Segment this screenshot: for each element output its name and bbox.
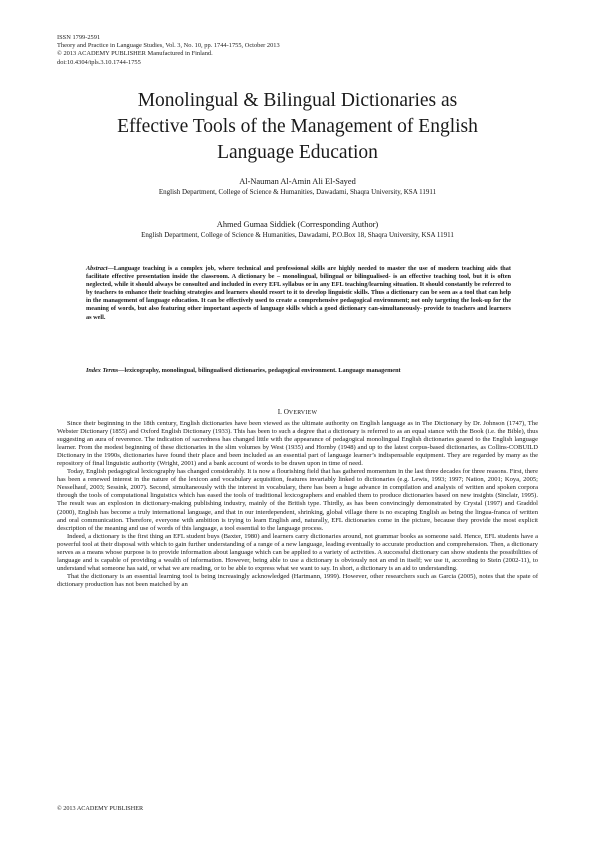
abstract-text: —Language teaching is a complex job, where technical and professional skills are highly needed to master the use of modern teaching aids that facilitate effective presentation inside the classroom. A dictionary be – monolingual, bilingual or bilingualised- is an effective teaching tool, but it is often neglected, while it should always be consulted and included in every EFL syllabus or in any EFL teaching/learning situation. It should constantly be referred to by teachers to enhance their teaching strategies and learners should resort to it to develop linguistic skills. Thus a dictionary can be seen as a tool that can help in the management of language education. It can be effectively used to create a comprehensive pedagogical environment; not only targeting the look-up for the meaning of words, but also featuring other important aspects of language skills which a good dictionary can-simultaneously- provide to teachers and learners as well.: [86, 265, 511, 321]
author-name: Ahmed Gumaa Siddiek (Corresponding Author): [216, 220, 379, 229]
body-text: [57, 420, 538, 589]
author-affiliation: English Department, College of Science & Humanities, Dawadami, Shaqra University, KSA 11911: [158, 188, 437, 196]
page-footer: © 2013 ACADEMY PUBLISHER: [57, 805, 144, 812]
paper-title: [57, 88, 538, 166]
index-terms: [86, 367, 511, 375]
paragraph: Today, English pedagogical lexicography has changed considerably. It is now a flourishing field that has gathered momentum in the last three decades for three reasons. First, there has been a renewed interest in the nature of the lexicon and vocabulary acquisition, features invariably linked to dictionaries (e.g. Lewis, 1993; 1997; Nation, 2001; Koya, 2005; Nesselhauf, 2003; Sessink, 2007). Second, simultaneously with the interest in vocabulary, there has been a huge advance in compilation and analysis of written and spoken corpora through the tools of computational linguistics which has eased the tools of traditional lexicographers and enabled them to produce dictionaries based on new insights (Sinclair, 1995). The result was an explosion in dictionary-making publishing industry, mainly of the British type. Thirdly, as has been convincingly demonstrated by Crystal (1997) and Graddol (2000), English has become a truly international language, and that in our interdependent, shrinking, global village there is no escaping English as being the lingua-franca of written and oral communication. Therefore, everyone with ambition is trying to learn English and, naturally, EFL dictionaries come in the picture, because they provide the most explicit description of the meaning and use of words of this language, a tool essential to the language process.: [57, 468, 538, 532]
journal-header: [57, 34, 377, 67]
index-terms-text: —lexicography, monolingual, bilingualised dictionaries, pedagogical environment. Language management: [118, 367, 401, 374]
section-title: VERVIEW: [288, 410, 318, 416]
title-line-1: Monolingual & Bilingual Dictionaries as: [137, 90, 458, 111]
copyright-line: © 2013 ACADEMY PUBLISHER Manufactured in Finland.: [57, 50, 213, 58]
title-line-3: Language Education: [217, 142, 378, 163]
paragraph: That the dictionary is an essential learning tool is being increasingly acknowledged (Hartmann, 1999). However, other researchers such as Garcia (2005), notes that the spate of dictionary production has not been matched by an: [57, 572, 538, 588]
author-2: [57, 219, 538, 240]
author-1: [57, 176, 538, 197]
issn-line: ISSN 1799-2591: [57, 34, 101, 41]
doi-line: doi:10.4304/tpls.3.10.1744-1755: [57, 58, 141, 66]
author-name: Al-Nauman Al-Amin Ali El-Sayed: [239, 177, 356, 186]
abstract-lead: Abstract: [86, 265, 108, 272]
index-terms-lead: Index Terms: [86, 367, 119, 374]
paragraph: Since their beginning in the 18th century, English dictionaries have been viewed as the ultimate authority on English language as in The Dictionary by Dr. Johnson (1747), The Webster Dictionary (1855) and Oxford English Dictionary (1933). This has been to such a degree that a dictionary is referred to as an equal stance with the Book (i.e. the Bible), thus suggesting an aura of reverence. The indication of sacredness has changed little with the appearance of pedagogical monolingual English dictionaries geared to the English language learner. From the modest beginning of these dictionaries in the slim volumes by West (1935) and Hornby (1948) and up to the latest corpus-based dictionaries, as Collins-COBUILD Dictionary in the 1990s, dictionaries have found their place and been included as an essential part of language learner’s indispensable equipment. They are regarded by many as the repository of final linguistic authority (Wright, 2001) and a bank account of words to be drawn upon in time of need.: [57, 420, 538, 468]
abstract: [86, 265, 511, 322]
journal-citation: Theory and Practice in Language Studies, Vol. 3, No. 10, pp. 1744-1755, October 2013: [57, 42, 280, 50]
title-line-2: Effective Tools of the Management of English: [117, 116, 478, 137]
section-heading: [57, 408, 538, 418]
paragraph: Indeed, a dictionary is the first thing an EFL student buys (Baxter, 1980) and learners carry dictionaries around, not grammar books as someone said. Hence, EFL students have a powerful tool at their disposal with which to gain further understanding of a range of a new language, leading eventually to accurate production and comprehension. Then, a dictionary serves as a means whose purpose is to provide information about language which can be applied to a variety of activities. A successful dictionary can show students the possibilities of language and is capable of providing a wealth of information. However, being able to use a dictionary is obviously not an end in itself; we use it, according to Stein (2002-11), to understand what someone has said, or what we are reading, or to be able to express what we want to say. In short, a dictionary is an aid to understanding.: [57, 532, 538, 572]
section-numeral: I. O: [277, 408, 289, 416]
author-affiliation: English Department, College of Science & Humanities, Dawadami, P.O.Box 18, Shaqra University, KSA 11911: [141, 231, 454, 239]
